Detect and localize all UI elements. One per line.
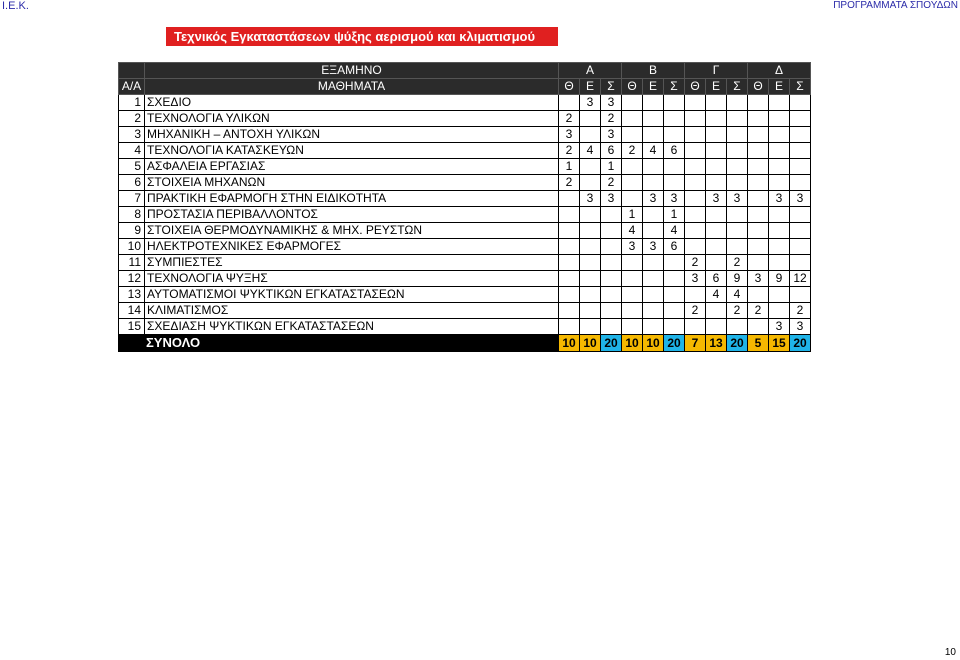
- row-number: 1: [119, 95, 145, 111]
- hours-cell: 3: [622, 239, 643, 255]
- header-right: ΠΡΟΓΡΑΜΜΑΤΑ ΣΠΟΥΔΩΝ: [833, 0, 958, 11]
- hours-cell: [790, 223, 811, 239]
- table-row: [119, 95, 811, 111]
- hours-cell: [769, 95, 790, 111]
- table-row: [119, 175, 811, 191]
- hours-cell: 3: [790, 191, 811, 207]
- hours-cell: 2: [727, 303, 748, 319]
- hours-cell: [601, 271, 622, 287]
- hours-cell: [706, 95, 727, 111]
- row-number: 4: [119, 143, 145, 159]
- subject-name: ΑΣΦΑΛΕΙΑ ΕΡΓΑΣΙΑΣ: [145, 159, 559, 175]
- row-number: 6: [119, 175, 145, 191]
- row-number: 7: [119, 191, 145, 207]
- hours-cell: [727, 95, 748, 111]
- hours-cell: [769, 287, 790, 303]
- hours-cell: 2: [559, 143, 580, 159]
- total-cell: 13: [706, 335, 727, 352]
- total-cell: 20: [790, 335, 811, 352]
- hours-cell: [643, 255, 664, 271]
- hours-cell: [622, 159, 643, 175]
- hours-cell: [748, 159, 769, 175]
- hours-cell: [748, 255, 769, 271]
- column-header-row: [119, 79, 811, 95]
- hours-cell: 3: [769, 319, 790, 335]
- sub-header-cell: Σ: [601, 79, 622, 95]
- hours-cell: [748, 239, 769, 255]
- hours-cell: [643, 111, 664, 127]
- semester-d: Δ: [748, 63, 811, 79]
- hours-cell: [685, 319, 706, 335]
- hours-cell: 3: [559, 127, 580, 143]
- hours-cell: [727, 143, 748, 159]
- aa-header: Α/Α: [119, 79, 145, 95]
- hours-cell: [706, 255, 727, 271]
- hours-cell: 6: [601, 143, 622, 159]
- hours-cell: [769, 143, 790, 159]
- hours-cell: [643, 223, 664, 239]
- hours-cell: [685, 111, 706, 127]
- hours-cell: [790, 143, 811, 159]
- table-row: [119, 239, 811, 255]
- hours-cell: 2: [685, 255, 706, 271]
- hours-cell: [601, 207, 622, 223]
- hours-cell: [601, 319, 622, 335]
- semester-header-row: [119, 63, 811, 79]
- hours-cell: [727, 111, 748, 127]
- hours-cell: [769, 111, 790, 127]
- table-row: [119, 287, 811, 303]
- sub-header-cell: Θ: [748, 79, 769, 95]
- hours-cell: [727, 319, 748, 335]
- hours-cell: 3: [601, 95, 622, 111]
- hours-cell: [790, 175, 811, 191]
- hours-cell: 3: [769, 191, 790, 207]
- hours-cell: [580, 287, 601, 303]
- total-cell: 15: [769, 335, 790, 352]
- hours-cell: 4: [622, 223, 643, 239]
- hours-cell: 3: [706, 191, 727, 207]
- hours-cell: [706, 159, 727, 175]
- table-row: [119, 271, 811, 287]
- subject-name: ΤΕΧΝΟΛΟΓΙΑ ΥΛΙΚΩΝ: [145, 111, 559, 127]
- hours-cell: [664, 287, 685, 303]
- hours-cell: [643, 207, 664, 223]
- hours-cell: 3: [580, 191, 601, 207]
- total-cell: 20: [664, 335, 685, 352]
- table-row: [119, 223, 811, 239]
- hours-cell: [769, 207, 790, 223]
- hours-cell: [559, 191, 580, 207]
- hours-cell: [559, 223, 580, 239]
- hours-cell: [664, 175, 685, 191]
- hours-cell: [769, 159, 790, 175]
- hours-cell: 3: [601, 191, 622, 207]
- hours-cell: [790, 159, 811, 175]
- hours-cell: 1: [664, 207, 685, 223]
- total-cell: 5: [748, 335, 769, 352]
- hours-cell: [601, 239, 622, 255]
- total-cell: 7: [685, 335, 706, 352]
- hours-cell: [580, 175, 601, 191]
- curriculum-table: [118, 62, 811, 352]
- table-row: [119, 143, 811, 159]
- subjects-header: ΜΑΘΗΜΑΤΑ: [145, 79, 559, 95]
- hours-cell: [706, 303, 727, 319]
- hours-cell: 2: [601, 111, 622, 127]
- total-cell: 10: [622, 335, 643, 352]
- hours-cell: 2: [559, 111, 580, 127]
- subject-name: ΠΡΑΚΤΙΚΗ ΕΦΑΡΜΟΓΗ ΣΤΗΝ ΕΙΔΙΚΟΤΗΤΑ: [145, 191, 559, 207]
- hours-cell: 3: [580, 95, 601, 111]
- sub-header-cell: Ε: [706, 79, 727, 95]
- hours-cell: [748, 207, 769, 223]
- hours-cell: [706, 319, 727, 335]
- hours-cell: [601, 223, 622, 239]
- header-left: Ι.Ε.Κ.: [2, 0, 29, 12]
- hours-cell: [706, 223, 727, 239]
- hours-cell: [559, 271, 580, 287]
- hours-cell: [706, 143, 727, 159]
- hours-cell: [580, 255, 601, 271]
- subject-name: ΚΛΙΜΑΤΙΣΜΟΣ: [145, 303, 559, 319]
- hours-cell: [559, 239, 580, 255]
- hours-cell: 6: [664, 239, 685, 255]
- hours-cell: [727, 207, 748, 223]
- hours-cell: 3: [601, 127, 622, 143]
- hours-cell: [685, 239, 706, 255]
- hours-cell: [559, 287, 580, 303]
- hours-cell: [559, 319, 580, 335]
- hours-cell: 3: [664, 191, 685, 207]
- total-cell: 10: [643, 335, 664, 352]
- hours-cell: [790, 239, 811, 255]
- hours-cell: 2: [790, 303, 811, 319]
- hours-cell: [643, 127, 664, 143]
- hours-cell: [559, 255, 580, 271]
- hours-cell: 2: [559, 175, 580, 191]
- hours-cell: 6: [706, 271, 727, 287]
- sub-header-cell: Ε: [643, 79, 664, 95]
- hours-cell: 2: [622, 143, 643, 159]
- hours-cell: 4: [664, 223, 685, 239]
- total-cell: 20: [727, 335, 748, 352]
- hours-cell: [769, 239, 790, 255]
- hours-cell: [664, 111, 685, 127]
- hours-cell: [769, 175, 790, 191]
- subject-name: ΑΥΤΟΜΑΤΙΣΜΟΙ ΨΥΚΤΙΚΩΝ ΕΓΚΑΤΑΣΤΑΣΕΩΝ: [145, 287, 559, 303]
- hours-cell: 4: [643, 143, 664, 159]
- hours-cell: 4: [580, 143, 601, 159]
- hours-cell: [748, 319, 769, 335]
- hours-cell: [664, 127, 685, 143]
- hours-cell: [685, 191, 706, 207]
- hours-cell: 3: [643, 239, 664, 255]
- hours-cell: 4: [727, 287, 748, 303]
- sub-header-cell: Ε: [580, 79, 601, 95]
- hours-cell: [685, 287, 706, 303]
- hours-cell: [622, 127, 643, 143]
- hours-cell: [643, 159, 664, 175]
- hours-cell: [790, 95, 811, 111]
- hours-cell: [769, 127, 790, 143]
- hours-cell: [601, 255, 622, 271]
- hours-cell: 2: [601, 175, 622, 191]
- hours-cell: [727, 127, 748, 143]
- program-title: Τεχνικός Εγκαταστάσεων ψύξης αερισμού και κλιματισμού: [166, 27, 558, 46]
- hours-cell: [622, 255, 643, 271]
- hours-cell: 3: [685, 271, 706, 287]
- hours-cell: [664, 303, 685, 319]
- hours-cell: [706, 239, 727, 255]
- subject-name: ΣΤΟΙΧΕΙΑ ΘΕΡΜΟΔΥΝΑΜΙΚΗΣ & ΜΗΧ. ΡΕΥΣΤΩΝ: [145, 223, 559, 239]
- sub-header-cell: Σ: [727, 79, 748, 95]
- hours-cell: [727, 223, 748, 239]
- semester-label: ΕΞΑΜΗΝΟ: [145, 63, 559, 79]
- subject-name: ΣΧΕΔΙΟ: [145, 95, 559, 111]
- hours-cell: [622, 287, 643, 303]
- hours-cell: [664, 255, 685, 271]
- subject-name: ΗΛΕΚΤΡΟΤΕΧΝΙΚΕΣ ΕΦΑΡΜΟΓΕΣ: [145, 239, 559, 255]
- hours-cell: [643, 95, 664, 111]
- hours-cell: [790, 207, 811, 223]
- semester-a: Α: [559, 63, 622, 79]
- hours-cell: [727, 175, 748, 191]
- hours-cell: [706, 127, 727, 143]
- hours-cell: [685, 143, 706, 159]
- sub-header-cell: Θ: [559, 79, 580, 95]
- table-row: [119, 319, 811, 335]
- hours-cell: [622, 191, 643, 207]
- hours-cell: [748, 223, 769, 239]
- hours-cell: 9: [727, 271, 748, 287]
- hours-cell: [664, 271, 685, 287]
- hours-cell: [706, 111, 727, 127]
- hours-cell: [685, 207, 706, 223]
- subject-name: ΣΥΜΠΙΕΣΤΕΣ: [145, 255, 559, 271]
- hours-cell: 1: [601, 159, 622, 175]
- hours-cell: 2: [748, 303, 769, 319]
- hours-cell: [580, 127, 601, 143]
- table-row: [119, 111, 811, 127]
- subject-name: ΜΗΧΑΝΙΚΗ – ΑΝΤΟΧΗ ΥΛΙΚΩΝ: [145, 127, 559, 143]
- hours-cell: [769, 303, 790, 319]
- hours-cell: [748, 175, 769, 191]
- row-number: 15: [119, 319, 145, 335]
- row-number: 10: [119, 239, 145, 255]
- hours-cell: [580, 159, 601, 175]
- hours-cell: 3: [790, 319, 811, 335]
- total-cell: 10: [559, 335, 580, 352]
- total-cell: 20: [601, 335, 622, 352]
- row-number: 3: [119, 127, 145, 143]
- hours-cell: [622, 111, 643, 127]
- total-row: [119, 335, 811, 352]
- hours-cell: [622, 175, 643, 191]
- hours-cell: [685, 95, 706, 111]
- hours-cell: [643, 175, 664, 191]
- total-cell: 10: [580, 335, 601, 352]
- hours-cell: [685, 175, 706, 191]
- hours-cell: [685, 127, 706, 143]
- hours-cell: [790, 111, 811, 127]
- hours-cell: [706, 175, 727, 191]
- hours-cell: [643, 319, 664, 335]
- sub-header-cell: Σ: [790, 79, 811, 95]
- hours-cell: [748, 95, 769, 111]
- hours-cell: [706, 207, 727, 223]
- subject-name: ΠΡΟΣΤΑΣΙΑ ΠΕΡΙΒΑΛΛΟΝΤΟΣ: [145, 207, 559, 223]
- hours-cell: [769, 255, 790, 271]
- row-number: 2: [119, 111, 145, 127]
- table-row: [119, 127, 811, 143]
- hours-cell: [748, 127, 769, 143]
- total-label: ΣΥΝΟΛΟ: [119, 335, 559, 352]
- hours-cell: [580, 207, 601, 223]
- sub-header-cell: Θ: [622, 79, 643, 95]
- hours-cell: [664, 319, 685, 335]
- subject-name: ΣΧΕΔΙΑΣΗ ΨΥΚΤΙΚΩΝ ΕΓΚΑΤΑΣΤΑΣΕΩΝ: [145, 319, 559, 335]
- sub-header-cell: Ε: [769, 79, 790, 95]
- hours-cell: [622, 319, 643, 335]
- table-row: [119, 303, 811, 319]
- hours-cell: [622, 271, 643, 287]
- hours-cell: [790, 255, 811, 271]
- hours-cell: [559, 303, 580, 319]
- hours-cell: [622, 303, 643, 319]
- sub-header-cell: Θ: [685, 79, 706, 95]
- hours-cell: 9: [769, 271, 790, 287]
- subject-name: ΤΕΧΝΟΛΟΓΙΑ ΚΑΤΑΣΚΕΥΩΝ: [145, 143, 559, 159]
- hours-cell: [580, 303, 601, 319]
- subject-name: ΤΕΧΝΟΛΟΓΙΑ ΨΥΞΗΣ: [145, 271, 559, 287]
- table-row: [119, 159, 811, 175]
- table-row: [119, 191, 811, 207]
- row-number: 5: [119, 159, 145, 175]
- row-number: 14: [119, 303, 145, 319]
- hours-cell: [727, 239, 748, 255]
- subject-name: ΣΤΟΙΧΕΙΑ ΜΗΧΑΝΩΝ: [145, 175, 559, 191]
- table-row: [119, 207, 811, 223]
- hours-cell: [643, 303, 664, 319]
- hours-cell: 1: [559, 159, 580, 175]
- row-number: 8: [119, 207, 145, 223]
- semester-b: Β: [622, 63, 685, 79]
- hours-cell: [685, 159, 706, 175]
- hours-cell: [790, 127, 811, 143]
- semester-c: Γ: [685, 63, 748, 79]
- row-number: 12: [119, 271, 145, 287]
- row-number: 9: [119, 223, 145, 239]
- hours-cell: [664, 95, 685, 111]
- hours-cell: 4: [706, 287, 727, 303]
- table-row: [119, 255, 811, 271]
- row-number: 13: [119, 287, 145, 303]
- hours-cell: 3: [727, 191, 748, 207]
- hours-cell: [559, 207, 580, 223]
- hours-cell: [580, 223, 601, 239]
- hours-cell: 6: [664, 143, 685, 159]
- hours-cell: 3: [748, 271, 769, 287]
- hours-cell: [790, 287, 811, 303]
- hours-cell: [748, 111, 769, 127]
- hours-cell: [580, 111, 601, 127]
- hours-cell: [748, 287, 769, 303]
- hours-cell: [580, 239, 601, 255]
- hours-cell: 1: [622, 207, 643, 223]
- hours-cell: [643, 287, 664, 303]
- hours-cell: [727, 159, 748, 175]
- hours-cell: [748, 191, 769, 207]
- hours-cell: [643, 271, 664, 287]
- hours-cell: [559, 95, 580, 111]
- hours-cell: 3: [643, 191, 664, 207]
- hours-cell: [769, 223, 790, 239]
- hours-cell: [664, 159, 685, 175]
- hours-cell: [748, 143, 769, 159]
- sub-header-cell: Σ: [664, 79, 685, 95]
- hours-cell: 2: [685, 303, 706, 319]
- hours-cell: 2: [727, 255, 748, 271]
- hours-cell: 12: [790, 271, 811, 287]
- hours-cell: [622, 95, 643, 111]
- page-number: 10: [944, 647, 956, 658]
- hours-cell: [601, 287, 622, 303]
- hours-cell: [580, 319, 601, 335]
- hours-cell: [580, 271, 601, 287]
- hours-cell: [685, 223, 706, 239]
- row-number: 11: [119, 255, 145, 271]
- hours-cell: [601, 303, 622, 319]
